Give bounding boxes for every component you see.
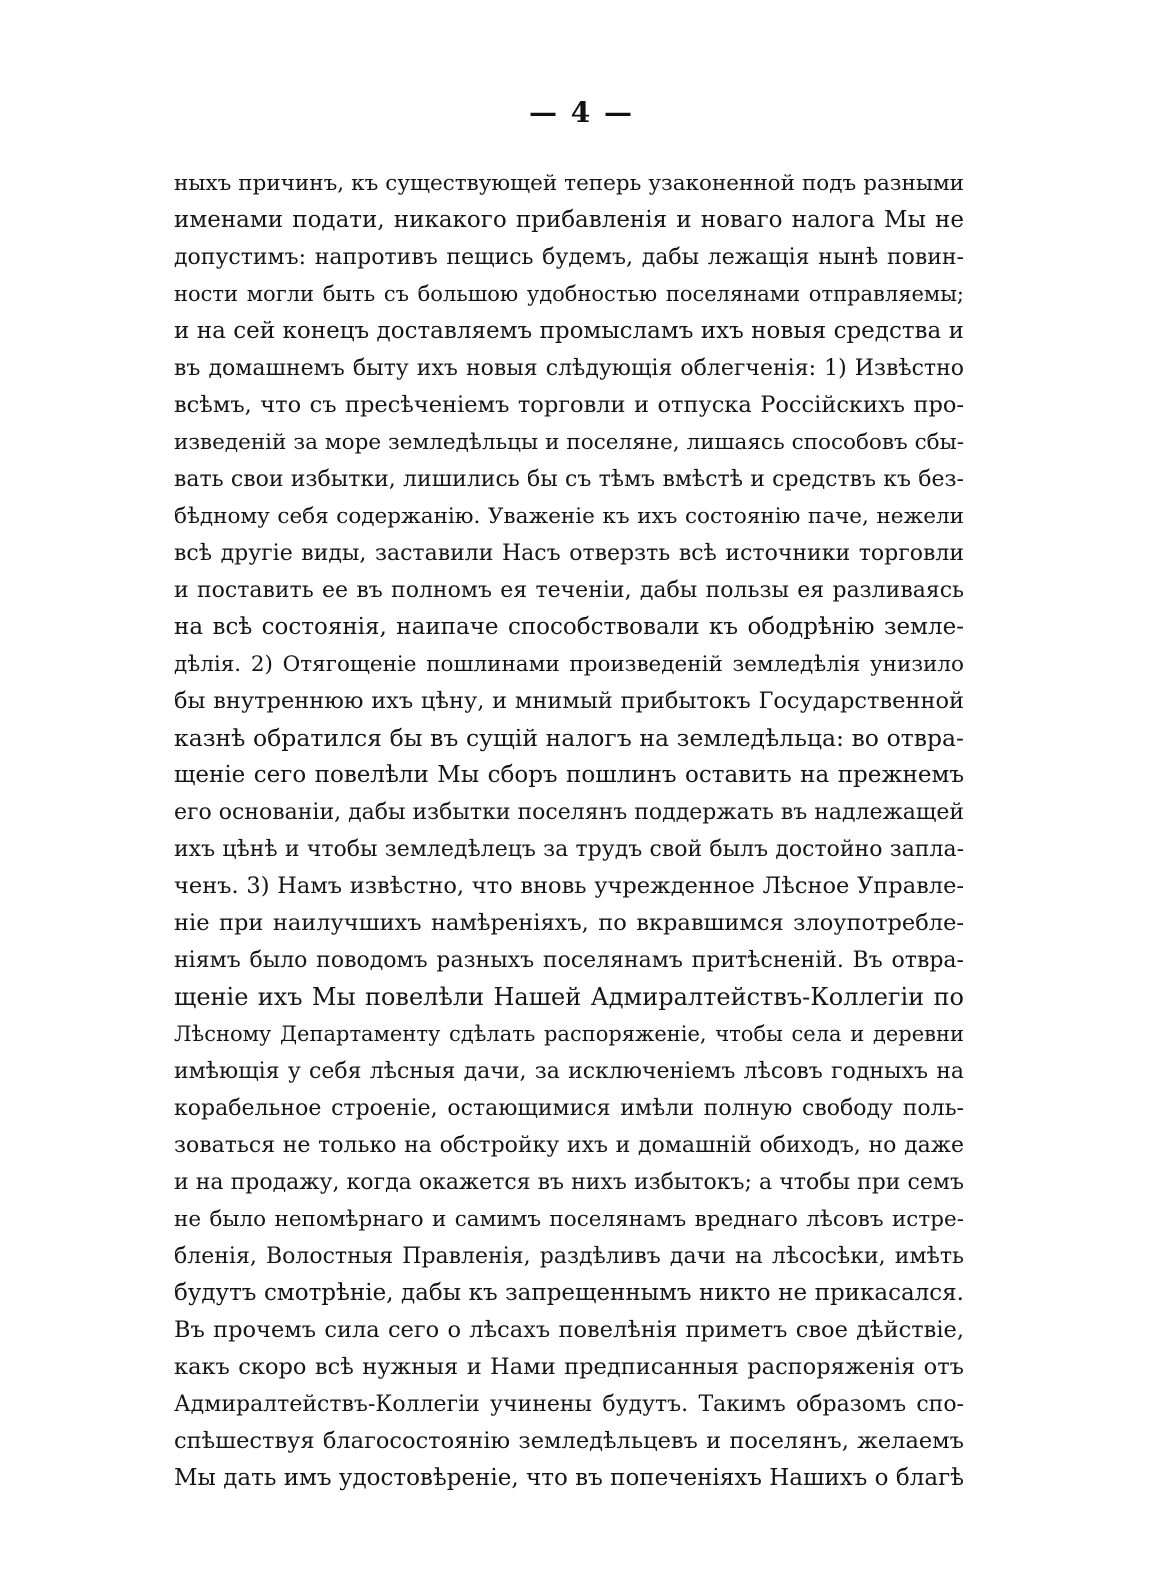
text-line: всѣ другіе виды, заставили Насъ отверзть всѣ источники торговли bbox=[174, 541, 964, 566]
text-line: Лѣсному Департаменту сдѣлать распоряженіе, чтобы села и деревни bbox=[174, 1022, 964, 1046]
text-line: Адмиралтействъ-Коллегіи учинены будутъ. Такимъ образомъ спо- bbox=[174, 1392, 964, 1417]
text-line: ныхъ причинъ, къ существующей теперь узаконенной подъ разными bbox=[174, 171, 964, 196]
text-line: бы внутреннюю ихъ цѣну, и мнимый прибытокъ Государственной bbox=[174, 688, 964, 714]
text-line: Мы дать имъ удостовѣреніе, что въ попеченіяхъ Нашихъ о благѣ bbox=[174, 1465, 964, 1491]
text-line: и поставить ее въ полномъ ея теченіи, дабы пользы ея разливаясь bbox=[174, 578, 964, 603]
text-line: ченъ. 3) Намъ извѣстно, что вновь учрежденное Лѣсное Управле- bbox=[174, 873, 964, 899]
text-line: всѣмъ, что съ пресѣченіемъ торговли и отпуска Россійскихъ про- bbox=[174, 392, 964, 418]
text-line: ніямъ было поводомъ разныхъ поселянамъ притѣсненій. Въ отвра- bbox=[174, 948, 964, 973]
text-line: и на продажу, когда окажется въ нихъ избытокъ; а чтобы при семъ bbox=[174, 1170, 964, 1195]
text-line: будутъ смотрѣніе, дабы къ запрещеннымъ никто не прикасался. bbox=[174, 1280, 964, 1306]
text-line: и на сей конецъ доставляемъ промысламъ ихъ новыя средства и bbox=[174, 318, 964, 344]
text-line: дѣлія. 2) Отягощеніе пошлинами произведеній земледѣлія унизило bbox=[174, 652, 964, 677]
text-line: ихъ цѣнѣ и чтобы земледѣлецъ за трудъ свой былъ достойно запла- bbox=[174, 837, 964, 862]
text-line: щеніе сего повелѣли Мы сборъ пошлинъ оставить на прежнемъ bbox=[174, 762, 964, 788]
text-line: зоваться не только на обстройку ихъ и домашній обиходъ, но даже bbox=[174, 1133, 964, 1158]
text-line: казнѣ обратился бы въ сущій налогъ на земледѣльца: во отвра- bbox=[174, 724, 964, 752]
text-line: на всѣ состоянія, наипаче способствовали къ ободрѣнію земле- bbox=[174, 614, 964, 640]
text-line: спѣшествуя благосостоянію земледѣльцевъ и поселянъ, желаемъ bbox=[174, 1428, 964, 1454]
text-line: допустимъ: напротивъ пещись будемъ, дабы лежащія нынѣ повин- bbox=[174, 245, 964, 270]
text-line: щеніе ихъ Мы повелѣли Нашей Адмиралтействъ-Коллегіи по bbox=[174, 983, 964, 1011]
text-line: корабельное строеніе, остающимися имѣли полную свободу поль- bbox=[174, 1096, 964, 1121]
body-text bbox=[174, 165, 964, 1497]
text-line: бѣдному себя содержанію. Уваженіе къ ихъ состоянію паче, нежели bbox=[174, 504, 964, 529]
text-line: вать свои избытки, лишились бы съ тѣмъ вмѣстѣ и средствъ къ без- bbox=[174, 467, 964, 492]
page-number: — 4 — bbox=[529, 96, 634, 129]
text-line: ніе при наилучшихъ намѣреніяхъ, по вкравшимся злоупотребле- bbox=[174, 910, 964, 936]
text-line: его основаніи, дабы избытки поселянъ поддержать въ надлежащей bbox=[174, 800, 964, 825]
text-line: бленія, Волостныя Правленія, раздѣливъ дачи на лѣсосѣки, имѣть bbox=[174, 1244, 964, 1269]
text-line: имѣющія у себя лѣсныя дачи, за исключеніемъ лѣсовъ годныхъ на bbox=[174, 1059, 964, 1084]
text-line: какъ скоро всѣ нужныя и Нами предписанныя распоряженія отъ bbox=[174, 1354, 964, 1380]
text-line: въ домашнемъ быту ихъ новыя слѣдующія облегченія: 1) Извѣстно bbox=[174, 356, 964, 381]
text-line: не было непомѣрнаго и самимъ поселянамъ вреднаго лѣсовъ истре- bbox=[174, 1207, 964, 1232]
text-line: именами подати, никакого прибавленія и новаго налога Мы не bbox=[174, 207, 964, 233]
text-line: ности могли быть съ большою удобностью поселянами отправляемы; bbox=[174, 282, 964, 306]
text-line: Въ прочемъ сила сего о лѣсахъ повелѣнія приметъ свое дѣйствіе, bbox=[174, 1317, 964, 1343]
text-line: изведеній за море земледѣльцы и поселяне, лишаясь способовъ сбы- bbox=[174, 430, 964, 455]
